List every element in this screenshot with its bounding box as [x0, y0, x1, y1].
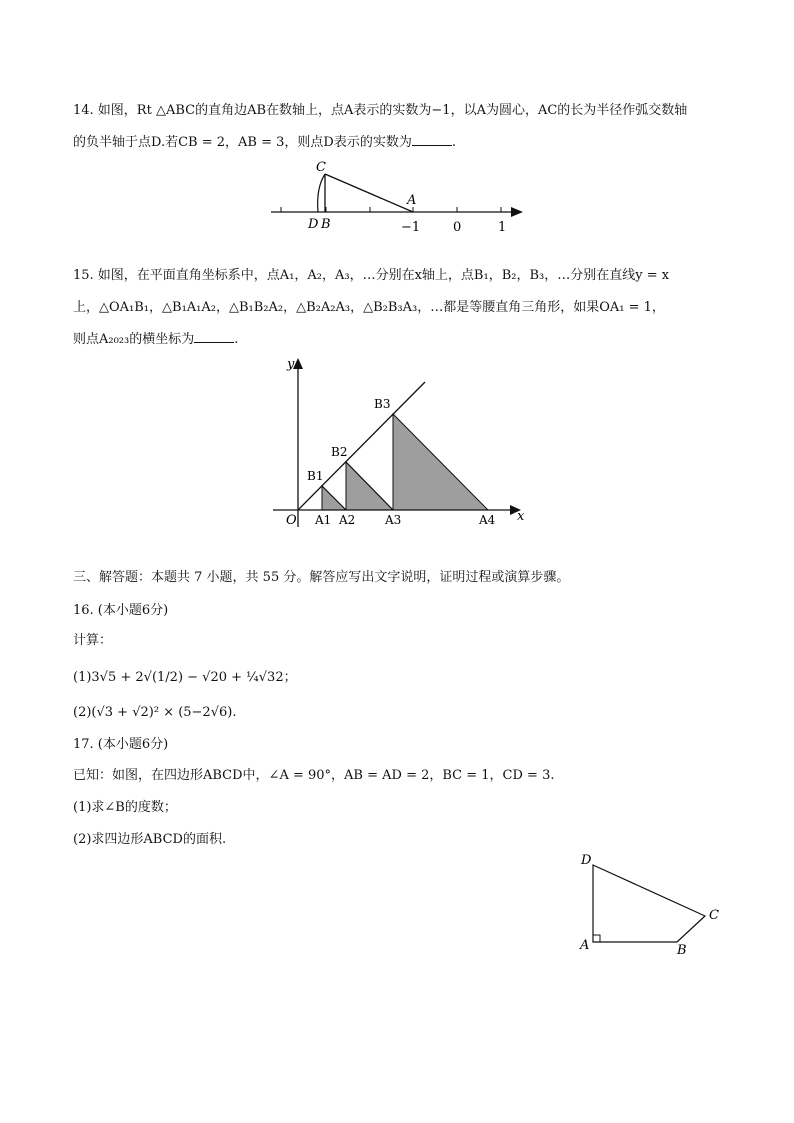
- q17-header: 17. (本小题6分): [73, 737, 169, 752]
- q15-line-3-end: .: [234, 332, 239, 347]
- y-axis-arrow-icon: [293, 358, 303, 369]
- label-A2: A2: [339, 513, 356, 527]
- arc-from-C-to-D: [318, 174, 325, 212]
- q16-part-1: (1)3√5 + 2√(1/2) − √20 + ¼√32；: [73, 670, 297, 685]
- label-B: B: [677, 943, 687, 958]
- label-m1: −1: [401, 220, 421, 235]
- label-A3: A3: [385, 513, 402, 527]
- q15-line-1: 15. 如图，在平面直角坐标系中，点A₁，A₂，A₃，…分别在x轴上，点B₁，B₂，B₃，…分别在直线y = x: [73, 268, 670, 283]
- label-y: y: [287, 357, 295, 372]
- label-B1: B1: [307, 469, 324, 483]
- q17-part-1: (1)求∠B的度数；: [73, 800, 177, 815]
- q14-answer-blank[interactable]: [412, 133, 452, 146]
- q15-line-2: 上，△OA₁B₁，△B₁A₁A₂，△B₁B₂A₂，△B₂A₂A₃，△B₂B₃A₃，…都是等腰直角三角形，如果OA₁ = 1，: [73, 300, 665, 315]
- label-C: C: [709, 908, 719, 923]
- label-A: A: [580, 938, 590, 953]
- q15-line-3-text: 则点A₂₀₂₃的横坐标为: [73, 332, 195, 347]
- q17-part-2: (2)求四边形ABCD的面积.: [73, 832, 227, 847]
- label-A: A: [407, 193, 417, 208]
- label-B: B: [321, 217, 331, 232]
- q14-number-line-figure: [265, 158, 535, 238]
- triangle-B3A3A4: [393, 414, 488, 510]
- q15-coordinate-figure: [265, 352, 535, 537]
- q17-given: 已知：如图，在四边形ABCD中，∠A = 90°，AB = AD = 2，BC = 1，CD = 3.: [73, 768, 555, 783]
- q17-quadrilateral-figure: [575, 850, 735, 960]
- number-line-arrow-icon: [511, 207, 523, 217]
- q14-line-2-text: 的负半轴于点D.若CB = 2，AB = 3，则点D表示的实数为: [73, 135, 412, 150]
- q15-line-3: [73, 330, 238, 349]
- label-1: 1: [498, 220, 507, 235]
- q16-header: 16. (本小题6分): [73, 603, 169, 618]
- label-B2: B2: [331, 445, 348, 459]
- label-B3: B3: [374, 397, 391, 411]
- label-x: x: [517, 509, 525, 524]
- right-angle-mark: [593, 935, 600, 942]
- label-A4: A4: [479, 513, 496, 527]
- quadrilateral-ABCD: [593, 865, 705, 942]
- q15-answer-blank[interactable]: [194, 330, 234, 343]
- q14-line-1: 14. 如图，Rt △ABC的直角边AB在数轴上，点A表示的实数为−1，以A为圆心，AC的长为半径作弧交数轴: [73, 103, 688, 118]
- q16-part-2: (2)(√3 + √2)² × (5−2√6).: [73, 705, 237, 720]
- segment-CA: [325, 174, 413, 212]
- label-C: C: [316, 160, 326, 175]
- q14-line-2-end: .: [451, 135, 456, 150]
- label-D: D: [581, 853, 592, 868]
- q14-line-2: [73, 133, 456, 152]
- label-A1: A1: [315, 513, 332, 527]
- section-3-heading: 三、解答题：本题共 7 小题，共 55 分。解答应写出文字说明，证明过程或演算步骤。: [73, 570, 570, 585]
- label-0: 0: [453, 220, 462, 235]
- q16-intro: 计算：: [73, 633, 113, 648]
- label-O: O: [286, 513, 297, 528]
- label-D: D: [308, 217, 319, 232]
